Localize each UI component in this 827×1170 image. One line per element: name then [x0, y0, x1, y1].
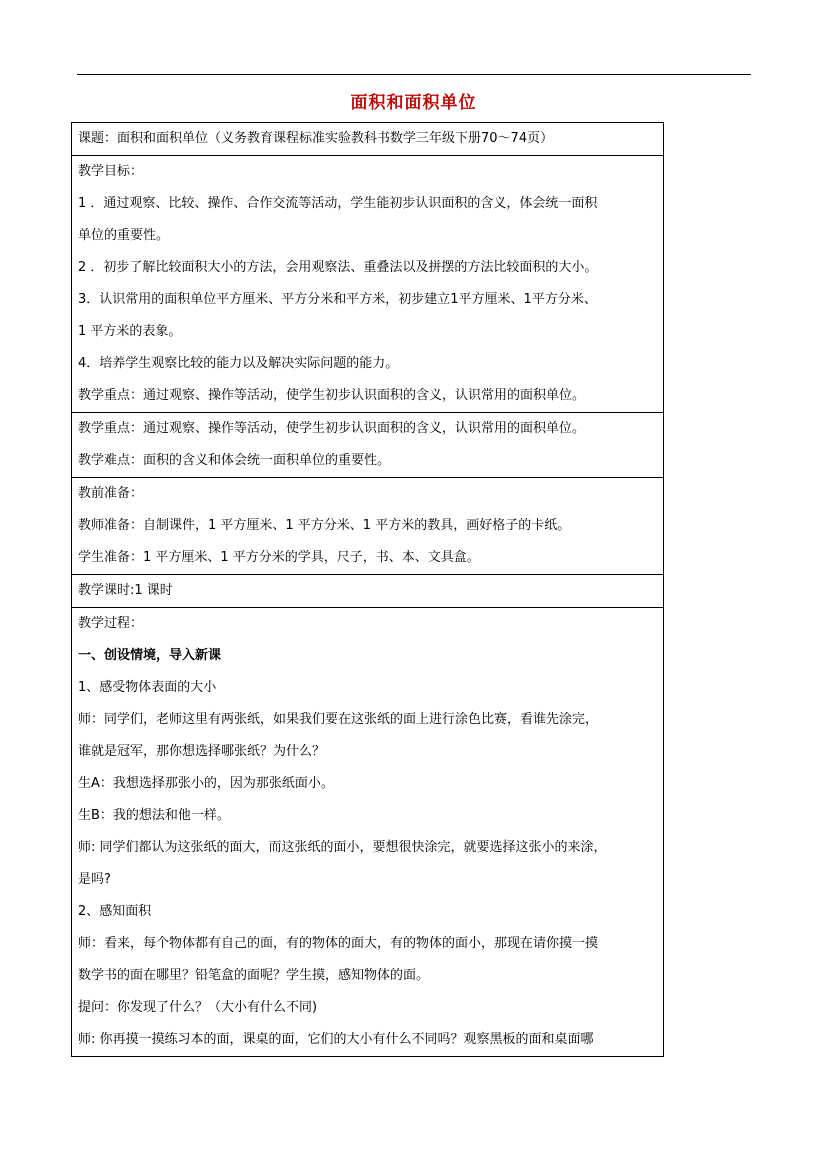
- process-row: [72, 608, 664, 1057]
- hours-row: [72, 575, 664, 608]
- header-rule: [77, 74, 751, 75]
- process-line: 生B：我的想法和他一样。: [78, 808, 230, 823]
- objective-line: 1 ．通过观察、比较、操作、合作交流等活动，学生能初步认识面积的含义，体会统一面积: [78, 196, 598, 211]
- process-line: 师：看来，每个物体都有自己的面，有的物体的面大，有的物体的面小，那现在请你摸一摸: [78, 936, 599, 951]
- objective-line: 教学重点：通过观察、操作等活动，使学生初步认识面积的含义，认识常用的面积单位。: [78, 388, 586, 403]
- section-heading: 一、创设情境，导入新课: [78, 648, 222, 663]
- process-line: 2、感知面积: [78, 904, 152, 919]
- process-line: 1、感受物体表面的大小: [78, 680, 217, 695]
- keypoints-cell: [72, 413, 664, 478]
- objective-line: 4．培养学生观察比较的能力以及解决实际问题的能力。: [78, 356, 399, 371]
- process-heading: 教学过程：: [78, 616, 144, 631]
- preparation-cell: [72, 478, 664, 575]
- process-line: 是吗?: [78, 872, 111, 887]
- objectives-cell: [72, 156, 664, 413]
- key-point-text: 教学重点：通过观察、操作等活动，使学生初步认识面积的含义，认识常用的面积单位。: [78, 421, 586, 436]
- teacher-preparation: 教师准备：自制课件，1 平方厘米、1 平方分米、1 平方米的教具，画好格子的卡纸。: [78, 518, 571, 533]
- topic-row: [72, 123, 664, 156]
- lesson-hours: 教学课时:1 课时: [78, 583, 173, 598]
- document-title: 面积和面积单位: [350, 93, 477, 113]
- process-line: 生A：我想选择那张小的，因为那张纸面小。: [78, 776, 334, 791]
- objective-line: 2 ．初步了解比较面积大小的方法，会用观察法、重叠法以及拼摆的方法比较面积的大小。: [78, 260, 598, 275]
- process-line: 师: 同学们都认为这张纸的面大，而这张纸的面小，要想很快涂完，就要选择这张小的来涂，: [78, 840, 607, 855]
- process-line: 数学书的面在哪里？铅笔盒的面呢？学生摸，感知物体的面。: [78, 968, 430, 983]
- objective-line: 1 平方米的表象。: [78, 324, 182, 339]
- objectives-row: [72, 156, 664, 413]
- process-cell: [72, 608, 664, 1057]
- objective-line: 3．认识常用的面积单位平方厘米、平方分米和平方米，初步建立1平方厘米、1平方分米、: [78, 292, 597, 307]
- objective-line: 单位的重要性。: [78, 228, 170, 243]
- preparation-heading: 教前准备：: [78, 486, 144, 501]
- preparation-row: [72, 478, 664, 575]
- process-line: 师: 你再摸一摸练习本的面，课桌的面，它们的大小有什么不同吗？观察黑板的面和桌面哪: [78, 1032, 594, 1047]
- process-line: 提问：你发现了什么？（大小有什么不同): [78, 1000, 318, 1015]
- topic-cell: [72, 123, 664, 156]
- student-preparation: 学生准备：1 平方厘米、1 平方分米的学具，尺子，书、本、文具盒。: [78, 550, 480, 565]
- process-line: 谁就是冠军，那你想选择哪张纸？为什么？: [78, 744, 326, 759]
- topic-text: 课题：面积和面积单位（义务教育课程标准实验教科书数学三年级下册70～74页）: [78, 131, 554, 146]
- objectives-heading: 教学目标：: [78, 164, 144, 179]
- process-line: 师：同学们，老师这里有两张纸，如果我们要在这张纸的面上进行涂色比赛，看谁先涂完，: [78, 712, 599, 727]
- hours-cell: [72, 575, 664, 608]
- difficulty-text: 教学难点：面积的含义和体会统一面积单位的重要性。: [78, 453, 391, 468]
- keypoints-row: [72, 413, 664, 478]
- lesson-plan-table: [71, 122, 664, 1057]
